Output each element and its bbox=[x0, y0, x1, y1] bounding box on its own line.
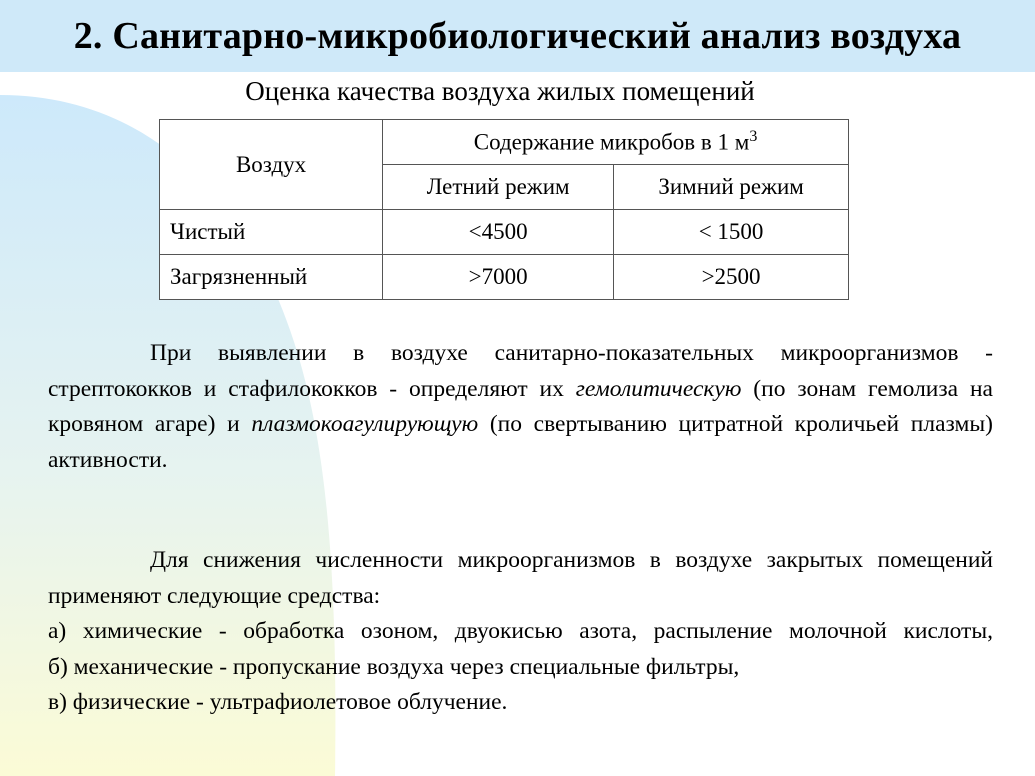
table-row bbox=[160, 210, 849, 255]
paragraph-air-treatment bbox=[48, 543, 993, 721]
air-quality-table bbox=[159, 119, 849, 300]
header-air: Воздух bbox=[160, 120, 383, 210]
header-content-sup: 3 bbox=[749, 128, 758, 146]
page-title: 2. Санитарно-микробиологический анализ воздуха bbox=[73, 15, 962, 57]
paragraph1-italic-coagulating: плазмокоагулирующую bbox=[251, 411, 479, 437]
list-item-physical: в) физические - ультрафиолетовое облучение. bbox=[48, 689, 508, 715]
table-header-row bbox=[160, 120, 849, 165]
paragraph2-intro: Для снижения численности микроорганизмов в воздухе закрытых помещений применяют следующие средства: bbox=[48, 547, 993, 609]
table-row bbox=[160, 255, 849, 300]
row-winter-value: < 1500 bbox=[614, 210, 849, 255]
list-item-mechanical: б) механические - пропускание воздуха через специальные фильтры, bbox=[48, 653, 740, 680]
table-caption: Оценка качества воздуха жилых помещений bbox=[245, 76, 755, 106]
paragraph-hemolytic-activity bbox=[48, 336, 993, 478]
paragraph1-end: (по свертыванию цитратной кроличьей плазмы) активности. bbox=[48, 411, 993, 473]
header-summer: Летний режим bbox=[383, 165, 614, 210]
header-content-text: Содержание микробов в 1 м bbox=[473, 129, 750, 155]
row-winter-value: >2500 bbox=[614, 255, 849, 300]
row-summer-value: >7000 bbox=[383, 255, 614, 300]
row-air-type: Загрязненный bbox=[160, 255, 383, 300]
paragraph1-intro: При выявлении в воздухе санитарно-показательных микроорганизмов - стрептококков и стафилококков - определяют их bbox=[48, 340, 993, 402]
row-summer-value: <4500 bbox=[383, 210, 614, 255]
header-microbe-content bbox=[383, 120, 849, 165]
paragraph2-intro-wrap bbox=[48, 543, 993, 614]
list-item-chemical: а) химические - обработка озоном, двуокисью азота, распыление молочной кислоты, bbox=[48, 618, 993, 644]
row-air-type: Чистый bbox=[160, 210, 383, 255]
header-winter: Зимний режим bbox=[614, 165, 849, 210]
paragraph1-italic-hemolytic: гемолитическую bbox=[575, 375, 742, 402]
paragraph1-mid: (по зонам гемолиза на кровяном агаре) и bbox=[48, 375, 993, 437]
